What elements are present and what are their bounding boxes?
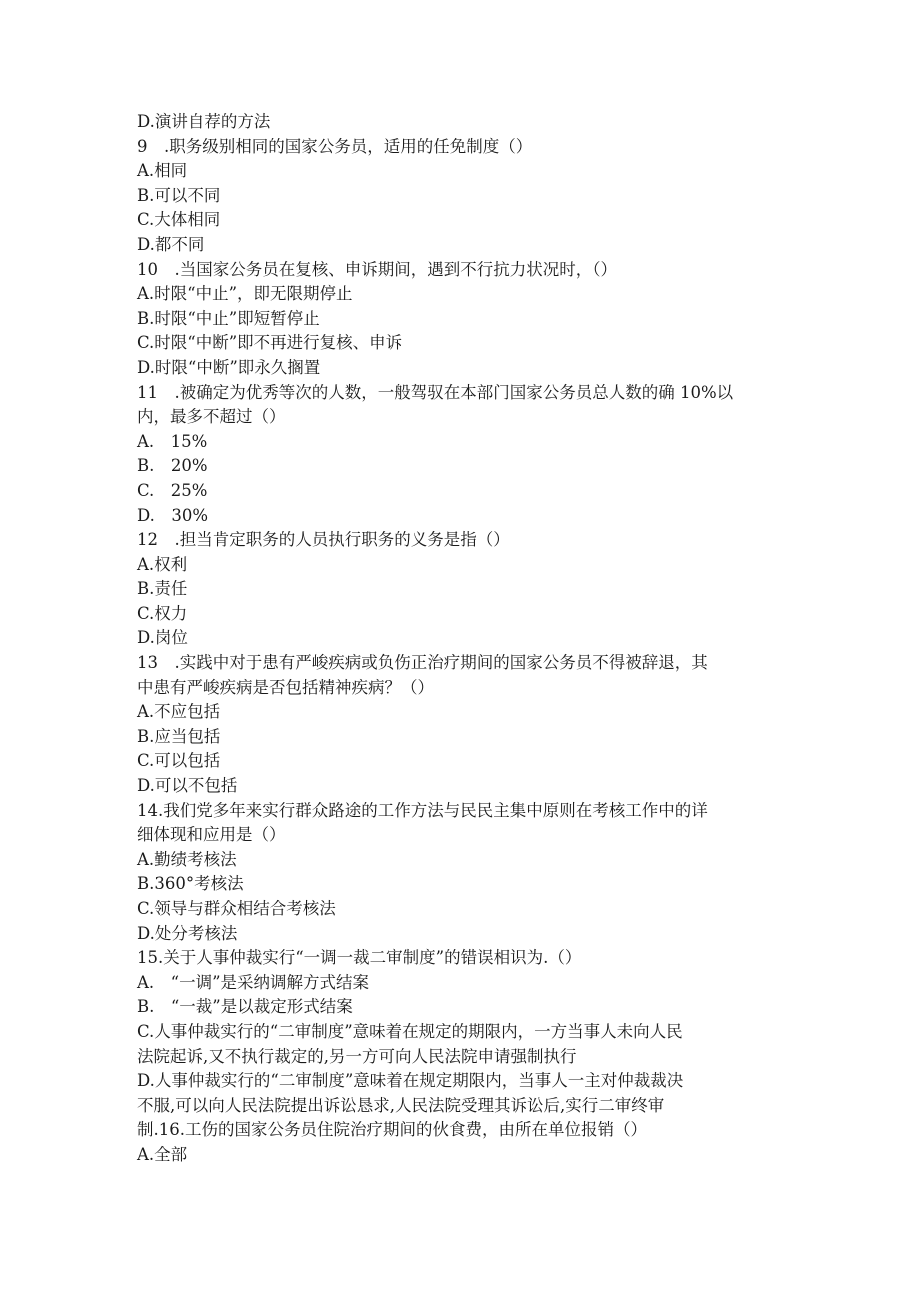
q9-option-a: A.相同 <box>137 161 188 181</box>
q15-option-c-line1: C.人事仲裁实行的“二审制度”意味着在规定的期限内，一方当事人未向人民 <box>137 1021 683 1041</box>
q9-option-d: D.都不同 <box>137 234 205 254</box>
q12-option-b: B.责任 <box>137 579 188 599</box>
q10-option-d: D.时限“中断”即永久搁置 <box>137 357 321 377</box>
question-13-line1: 13 .实践中对于患有严峻疾病或负伤正治疗期间的国家公务员不得被辞退，其 <box>137 653 708 673</box>
q13-option-b: B.应当包括 <box>137 726 221 746</box>
q9-option-c: C.大体相同 <box>137 210 221 230</box>
question-13-line2: 中患有严峻疾病是否包括精神疾病？（） <box>137 677 434 697</box>
q15-option-d-line1: D.人事仲裁实行的“二审制度”意味着在规定期限内，当事人一主对仲裁裁决 <box>137 1071 684 1091</box>
question-9: 9 .职务级别相同的国家公务员，适用的任免制度（） <box>137 136 533 156</box>
document-page <box>137 110 787 1168</box>
q9-option-b: B.可以不同 <box>137 185 221 205</box>
q14-option-a: A.勤绩考核法 <box>137 849 237 869</box>
q12-option-c: C.权力 <box>137 603 188 623</box>
option-d-speech: D.演讲自荐的方法 <box>137 112 271 131</box>
q14-option-d: D.处分考核法 <box>137 923 238 943</box>
q11-option-a: A. 15% <box>137 431 208 451</box>
q10-option-b: B.时限“中止”即短暂停止 <box>137 308 320 328</box>
question-12: 12 .担当肯定职务的人员执行职务的义务是指（） <box>137 530 510 550</box>
q11-option-d: D. 30% <box>137 505 209 525</box>
question-14-line1: 14.我们党多年来实行群众路途的工作方法与民民主集中原则在考核工作中的详 <box>137 800 708 820</box>
question-11-line2: 内，最多不超过（） <box>137 407 286 427</box>
q15-option-d-line2: 不服,可以向人民法院提出诉讼恳求,人民法院受理其诉讼后,实行二审终审 <box>137 1095 665 1115</box>
question-14-line2: 细体现和应用是（） <box>137 825 286 845</box>
q13-option-c: C.可以包括 <box>137 751 221 771</box>
q15-option-a: A. “一调”是采纳调解方式结案 <box>137 972 370 992</box>
q13-option-a: A.不应包括 <box>137 702 221 722</box>
q11-option-b: B. 20% <box>137 456 208 476</box>
q10-option-a: A.时限“中止”，即无限期停止 <box>137 284 353 304</box>
q10-option-c: C.时限“中断”即不再进行复核、申诉 <box>137 333 403 353</box>
q12-option-d: D.岗位 <box>137 628 188 648</box>
q15-option-b: B. “一裁”是以裁定形式结案 <box>137 997 353 1017</box>
q14-option-b: B.360°考核法 <box>137 874 244 894</box>
q16-option-a: A.全部 <box>137 1144 188 1164</box>
question-10: 10 .当国家公务员在复核、申诉期间，遇到不行抗力状况时，（） <box>137 259 617 279</box>
q13-option-d: D.可以不包括 <box>137 776 238 796</box>
q15-option-c-line2: 法院起诉,又不执行裁定的,另一方可向人民法院申请强制执行 <box>137 1046 577 1066</box>
q15-option-d-line3-question-16: 制.16.工伤的国家公务员住院治疗期间的伙食费，由所在单位报销（） <box>137 1120 647 1140</box>
question-11-line1: 11 .被确定为优秀等次的人数，一般驾驭在本部门国家公务员总人数的确 10%以 <box>137 382 734 402</box>
q12-option-a: A.权利 <box>137 554 188 574</box>
question-15: 15.关于人事仲裁实行“一调一裁二审制度”的错误相识为.（） <box>137 948 582 968</box>
q14-option-c: C.领导与群众相结合考核法 <box>137 899 336 918</box>
q11-option-c: C. 25% <box>137 480 208 500</box>
